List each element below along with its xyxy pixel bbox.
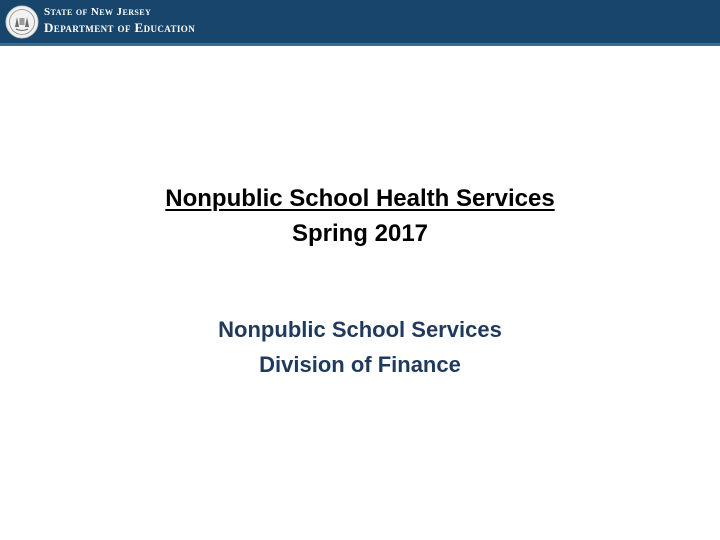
department-name: Department of Education (44, 20, 196, 35)
header-banner (0, 0, 720, 46)
subtitle-office: Nonpublic School Services (218, 317, 502, 342)
nj-state-seal-icon (5, 5, 39, 39)
agency-name (44, 7, 195, 34)
title-term: Spring 2017 (291, 220, 429, 247)
slide-title (0, 181, 720, 251)
slide-subtitle (0, 312, 720, 382)
title-program-name: Nonpublic School Health Services (165, 185, 555, 212)
state-name: State of New Jersey (44, 6, 152, 18)
subtitle-division: Division of Finance (259, 352, 461, 377)
